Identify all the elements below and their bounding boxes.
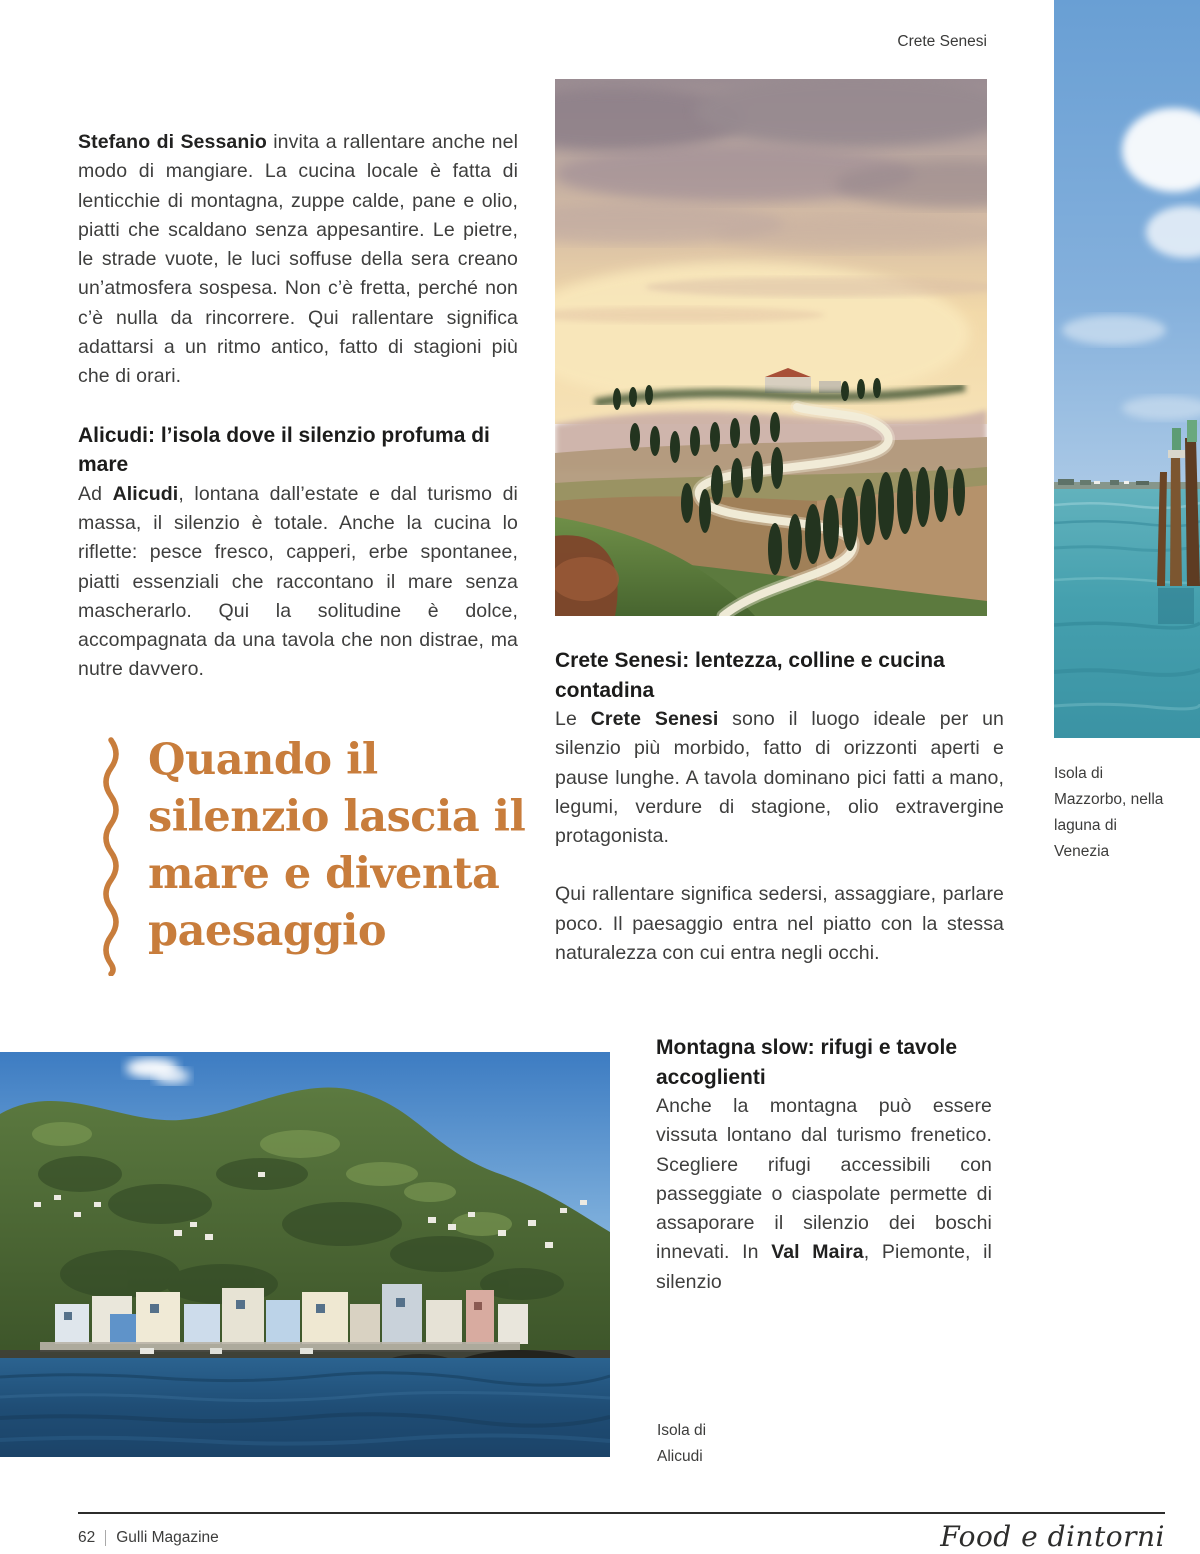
pull-quote-text: [148, 732, 525, 976]
pull-quote-line: silenzio lascia il: [148, 791, 526, 842]
caption-alicudi: Isola di Alicudi: [657, 1422, 707, 1465]
caption-mazzorbo: Isola di Mazzorbo, nella laguna di Venezia: [1054, 765, 1164, 860]
alicudi-text: , lontana dall’estate e dal turismo di massa, il silenzio è totale. Anche la cucina lo riflette: pesce fresco, capperi, erbe spontanee, piatti essenziali che raccontano il mare senza mascherarlo. Qui la solitudine è dolce, accompagnata da una tavola che non distrae, ma nutre davvero.: [78, 482, 518, 681]
footer-divider: [105, 1530, 106, 1546]
wavy-line-decoration: [98, 736, 124, 976]
alicudi-island-illustration: [0, 1052, 610, 1457]
montagna-column: [656, 1033, 992, 1297]
center-column: [555, 646, 1004, 968]
running-head: Crete Senesi: [897, 33, 987, 50]
page-number: 62: [78, 1529, 96, 1546]
crete-bold: Crete Senesi: [590, 708, 719, 730]
photo-mazzorbo-lagoon: [1054, 0, 1200, 738]
intro-paragraph: [78, 128, 518, 392]
crete-pre: Le: [555, 708, 591, 730]
montagna-heading: Montagna slow: rifugi e tavole accoglienti: [656, 1036, 958, 1089]
montagna-paragraph: [656, 1092, 992, 1297]
section-name: Food e dintorni: [940, 1520, 1165, 1553]
footer-rule: [78, 1512, 1165, 1514]
montagna-post: , Piemonte, il silenzio: [656, 1241, 992, 1293]
crete-text: sono il luogo ideale per un silenzio più morbido, fatto di orizzonti aperti e pause lunghe. A tavola dominano pici fatti a mano, legumi, verdure di stagione, olio extravergine protagonista.: [555, 708, 1004, 848]
crete-senesi-illustration: [555, 79, 987, 616]
crete-paragraph-1: [555, 705, 1004, 851]
alicudi-paragraph: [78, 480, 518, 685]
montagna-bold: Val Maira: [771, 1241, 864, 1264]
pull-quote: [98, 732, 526, 976]
alicudi-heading: Alicudi: l’isola dove il silenzio profuma di mare: [78, 423, 490, 477]
intro-text: invita a rallentare anche nel modo di mangiare. La cucina locale è fatta di lenticchie di montagna, zuppe calde, pane e olio, piatti che scaldano senza appesantire. Le pietre, le strade vuote, le luci soffuse della sera creano un’atmosfera sospesa. Non c’è fretta, perché non c’è nulla da rincorrere. Qui rallentare significa adattarsi a un ritmo antico, fatto di stagioni più che di orari.: [78, 131, 519, 388]
magazine-name: Gulli Magazine: [116, 1529, 219, 1546]
montagna-text: Anche la montagna può essere vissuta lontano dal turismo frenetico. Scegliere rifugi accessibili con passeggiate o ciaspolate permette di assaporare il silenzio dei boschi innevati. In: [656, 1095, 992, 1264]
pull-quote-line: Quando il: [148, 734, 378, 785]
photo-crete-senesi: [555, 79, 987, 616]
left-column: [78, 128, 526, 976]
alicudi-bold: Alicudi: [112, 482, 179, 505]
footer-left: [78, 1529, 219, 1547]
alicudi-pre: Ad: [78, 482, 113, 505]
intro-bold-lead: Stefano di Sessanio: [78, 131, 267, 153]
photo-alicudi-island: [0, 1052, 610, 1457]
crete-heading: Crete Senesi: lentezza, colline e cucina contadina: [555, 649, 945, 702]
pull-quote-line: paesaggio: [148, 905, 387, 956]
mazzorbo-lagoon-illustration: [1054, 0, 1200, 738]
pull-quote-line: mare e diventa: [148, 848, 500, 899]
crete-paragraph-2: Qui rallentare significa sedersi, assaggiare, parlare poco. Il paesaggio entra nel piatto con la stessa naturalezza con cui entra negli occhi.: [555, 883, 1004, 965]
